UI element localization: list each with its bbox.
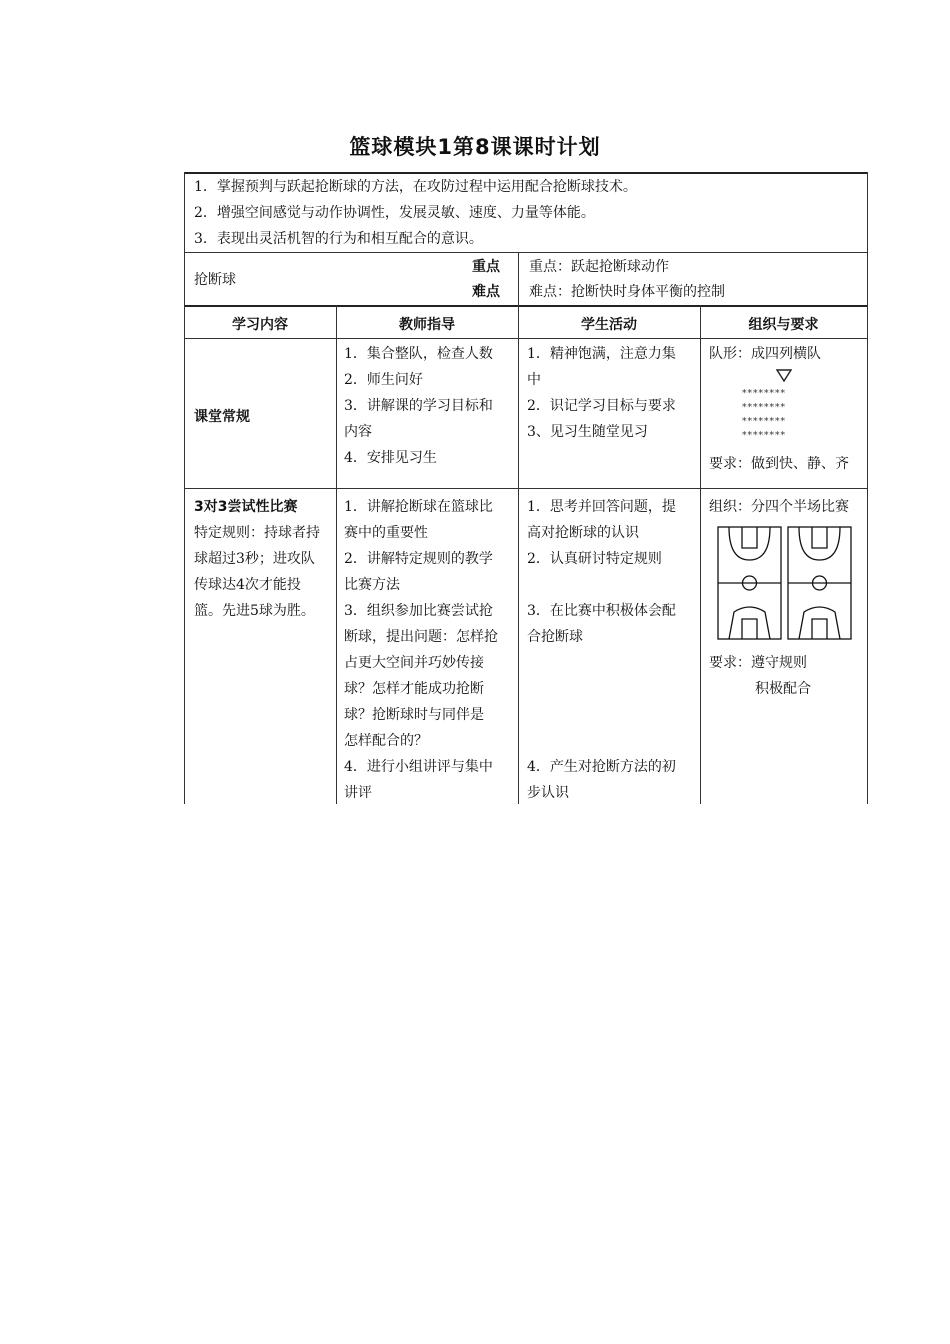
student-formation-dots	[742, 387, 832, 443]
section2-org-req2: 积极配合	[755, 681, 811, 697]
col-divider	[336, 305, 337, 804]
table-border-left	[184, 172, 185, 804]
section2-org-title: 组织：分四个半场比赛	[709, 499, 849, 515]
teacher-line: 4．进行小组讲评与集中	[344, 759, 493, 775]
student-line: 合抢断球	[527, 629, 583, 645]
row-divider	[184, 338, 867, 339]
teacher-line: 断球，提出问题：怎样抢	[344, 629, 498, 645]
page-title: 篮球模块1第8课课时计划	[349, 135, 601, 159]
student-line: 4．产生对抢断方法的初	[527, 759, 676, 775]
teacher-line: 讲评	[344, 785, 372, 801]
teacher-line: 内容	[344, 424, 372, 440]
teacher-triangle-icon	[776, 369, 792, 382]
teacher-line: 2．师生问好	[344, 372, 423, 388]
dot-row: ********	[742, 417, 786, 427]
content-line: 传球达4次才能投	[194, 577, 301, 593]
teacher-line: 1．集合整队，检查人数	[344, 346, 493, 362]
content-line: 球超过3秒；进攻队	[194, 551, 315, 567]
topic-content: 抢断球	[194, 272, 236, 288]
student-line: 3、见习生随堂见习	[527, 424, 648, 440]
basketball-courts-diagram	[717, 526, 853, 640]
section2-teacher	[344, 494, 516, 806]
student-line: 2．认真研讨特定规则	[527, 551, 662, 567]
header-organization: 组织与要求	[748, 317, 819, 333]
dot-row: ********	[742, 403, 786, 413]
section1-teacher	[344, 341, 516, 471]
student-line: 1．精神饱满，注意力集	[527, 346, 676, 362]
section1-student	[527, 341, 699, 445]
teacher-line: 球？怎样才能成功抢断	[344, 681, 484, 697]
teacher-line: 赛中的重要性	[344, 525, 428, 541]
teacher-line: 3．讲解课的学习目标和	[344, 398, 493, 414]
student-line: 2．识记学习目标与要求	[527, 398, 676, 414]
teacher-line: 占更大空间并巧妙传接	[344, 655, 484, 671]
teacher-line: 3．组织参加比赛尝试抢	[344, 603, 493, 619]
student-line: 1．思考并回答问题，提	[527, 499, 676, 515]
dot-row: ********	[742, 431, 786, 441]
objective-2: 2．增强空间感觉与动作协调性，发展灵敏、速度、力量等体能。	[194, 205, 595, 221]
header-teacher: 教师指导	[399, 317, 455, 333]
section2-student-b	[527, 598, 699, 650]
objective-1: 1．掌握预判与跃起抢断球的方法，在攻防过程中运用配合抢断球技术。	[194, 179, 637, 195]
student-line: 高对抢断球的认识	[527, 525, 639, 541]
difficulty-label: 难点	[472, 284, 500, 300]
section1-content: 课堂常规	[194, 409, 250, 425]
difficulty-text: 难点：抢断快时身体平衡的控制	[529, 284, 725, 300]
teacher-line: 1．讲解抢断球在篮球比	[344, 499, 493, 515]
student-line: 步认识	[527, 785, 569, 801]
section2-student-a	[527, 494, 699, 572]
teacher-line: 比赛方法	[344, 577, 400, 593]
row-divider	[184, 305, 867, 307]
key-label: 重点	[472, 259, 500, 275]
row-divider	[184, 488, 867, 489]
section2-title: 3对3尝试性比赛	[194, 499, 298, 515]
dot-row: ********	[742, 389, 786, 399]
header-content: 学习内容	[232, 317, 288, 333]
col-divider	[700, 305, 701, 804]
lesson-plan-table	[184, 172, 867, 804]
section2-student-c	[527, 754, 699, 806]
student-line: 3．在比赛中积极体会配	[527, 603, 676, 619]
content-line: 篮。先进5球为胜。	[194, 603, 315, 619]
student-line: 中	[527, 372, 541, 388]
header-student: 学生活动	[581, 317, 637, 333]
section2-org-req1: 要求：遵守规则	[709, 655, 807, 671]
key-text: 重点：跃起抢断球动作	[529, 259, 669, 275]
section1-requirement: 要求：做到快、静、齐	[709, 456, 849, 472]
teacher-line: 2．讲解特定规则的教学	[344, 551, 493, 567]
section2-content	[194, 494, 334, 624]
teacher-line: 球？抢断球时与同伴是	[344, 707, 484, 723]
objective-3: 3．表现出灵活机智的行为和相互配合的意识。	[194, 231, 483, 247]
teacher-line: 4．安排见习生	[344, 450, 437, 466]
teacher-line: 怎样配合的？	[344, 733, 428, 749]
section1-formation: 队形：成四列横队	[709, 346, 821, 362]
content-line: 特定规则：持球者持	[194, 525, 320, 541]
row-divider	[184, 252, 867, 253]
table-border-right	[867, 172, 868, 804]
